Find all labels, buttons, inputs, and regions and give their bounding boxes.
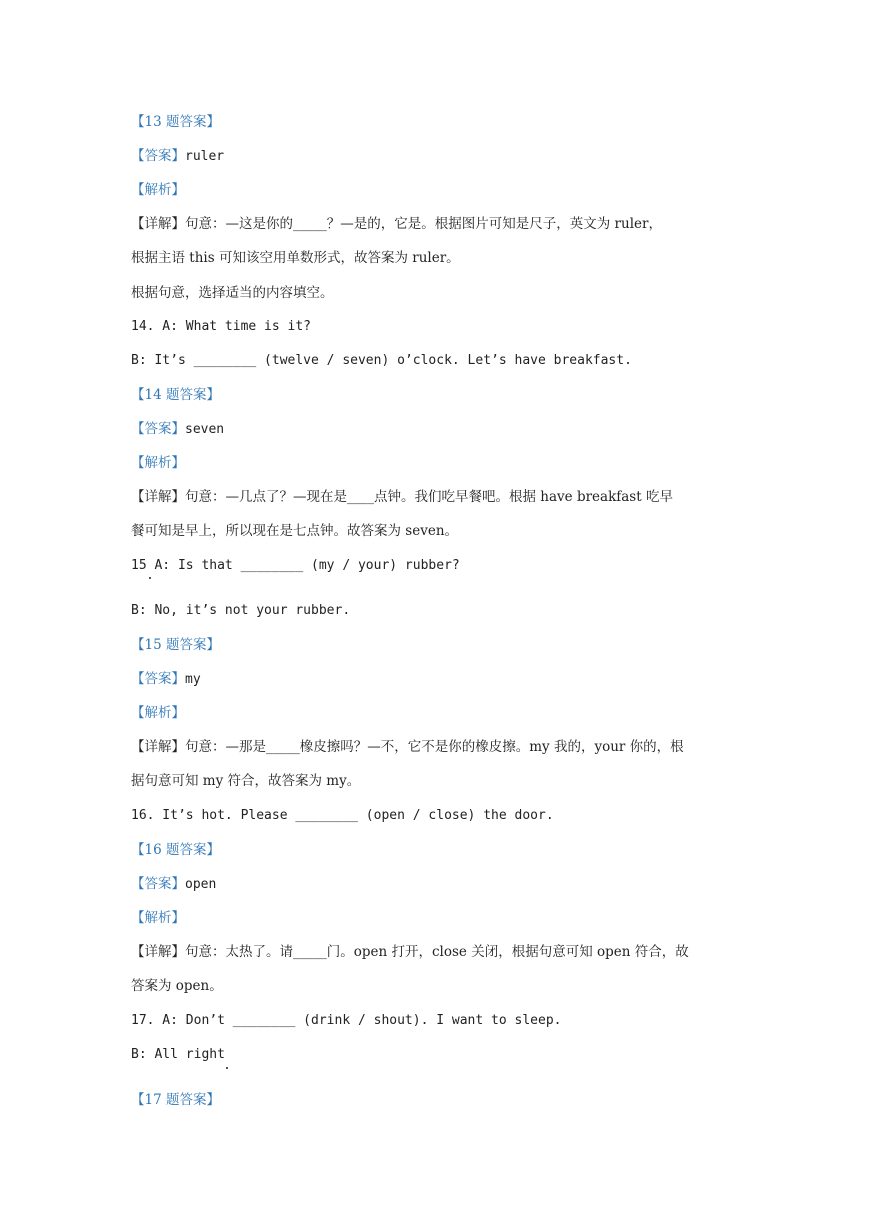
answer-value: my xyxy=(185,672,201,687)
answer-value: ruler xyxy=(185,149,225,164)
q15-question-b: B: No, it’s not your rubber. xyxy=(131,603,351,618)
q15-answer-line xyxy=(131,669,201,690)
detail-tag: 【详解】 xyxy=(131,944,185,960)
q13-detail-line-1 xyxy=(131,214,662,234)
q13-answer-line xyxy=(131,146,224,167)
q17-answer-header: 【17 题答案】 xyxy=(131,1092,220,1108)
detail-text: 句意：—几点了？—现在是____点钟。我们吃早餐吧。根据 have breakfast 吃早 xyxy=(185,489,673,505)
detail-tag: 【详解】 xyxy=(131,739,185,755)
answer-tag: 【答案】 xyxy=(131,671,185,687)
q17-question-a: 17. A: Don’t ________ (drink / shout). I want to sleep. xyxy=(131,1013,562,1028)
detail-text: 句意：太热了。请_____门。open 打开，close 关闭，根据句意可知 open 符合，故 xyxy=(185,944,689,960)
q16-detail-line-2: 答案为 open。 xyxy=(131,978,223,994)
q16-answer-line xyxy=(131,874,216,895)
answer-tag: 【答案】 xyxy=(131,148,185,164)
detail-tag: 【详解】 xyxy=(131,216,185,232)
detail-text: 句意：—这是你的_____？—是的，它是。根据图片可知是尺子，英文为 ruler， xyxy=(185,216,662,232)
q15-answer-header: 【15 题答案】 xyxy=(131,637,220,653)
q14-answer-line xyxy=(131,419,224,440)
q17-question-b: B: All right xyxy=(131,1047,225,1062)
detail-text: 句意：—那是_____橡皮擦吗？—不，它不是你的橡皮擦。my 我的，your 你的，根 xyxy=(185,739,684,755)
q14-detail-line-2: 餐可知是早上，所以现在是七点钟。故答案为 seven。 xyxy=(131,523,459,539)
stray-dot xyxy=(149,577,151,579)
q14-analysis-tag: 【解析】 xyxy=(131,455,185,471)
q14-detail-line-1 xyxy=(131,487,673,507)
answer-tag: 【答案】 xyxy=(131,876,185,892)
q15-analysis-tag: 【解析】 xyxy=(131,705,185,721)
q15-question-a: 15 A: Is that ________ (my / your) rubber? xyxy=(131,558,460,573)
detail-tag: 【详解】 xyxy=(131,489,185,505)
q13-answer-header: 【13 题答案】 xyxy=(131,114,220,130)
q15-detail-line-1 xyxy=(131,737,684,757)
q16-detail-line-1 xyxy=(131,942,689,962)
q14-question-b: B: It’s ________ (twelve / seven) o’clock. Let’s have breakfast. xyxy=(131,353,632,368)
stray-dot xyxy=(226,1067,228,1069)
q14-answer-header: 【14 题答案】 xyxy=(131,387,220,403)
q16-analysis-tag: 【解析】 xyxy=(131,910,185,926)
q14-question-a: 14. A: What time is it? xyxy=(131,319,312,334)
q16-answer-header: 【16 题答案】 xyxy=(131,842,220,858)
answer-value: seven xyxy=(185,422,225,437)
answer-tag: 【答案】 xyxy=(131,421,185,437)
q13-analysis-tag: 【解析】 xyxy=(131,182,185,198)
section-instruction: 根据句意，选择适当的内容填空。 xyxy=(131,285,334,301)
q15-detail-line-2: 据句意可知 my 符合，故答案为 my。 xyxy=(131,773,361,789)
q13-detail-line-2: 根据主语 this 可知该空用单数形式，故答案为 ruler。 xyxy=(131,250,460,266)
answer-value: open xyxy=(185,877,217,892)
q16-question-a: 16. It’s hot. Please ________ (open / close) the door. xyxy=(131,808,554,823)
